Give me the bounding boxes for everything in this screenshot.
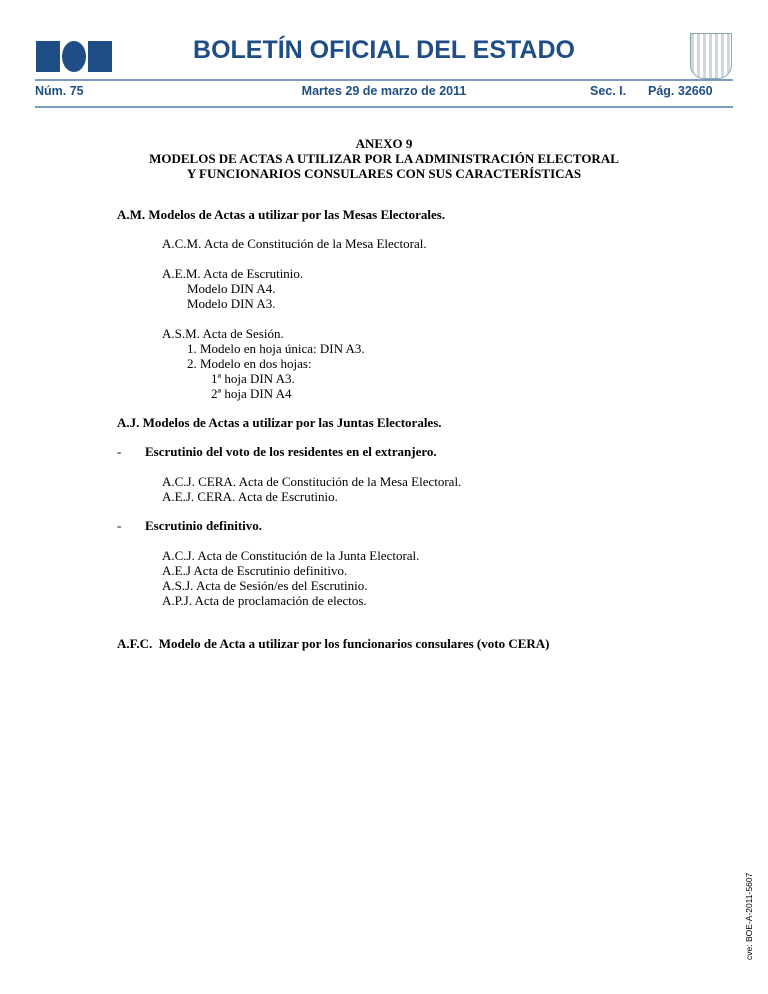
coat-of-arms-icon xyxy=(690,33,732,79)
list-item: A.E.J. CERA. Acta de Escrutinio. xyxy=(162,489,338,504)
divider xyxy=(35,79,733,81)
list-item: 2. Modelo en dos hojas: xyxy=(187,356,312,371)
issue-number: Núm. 75 xyxy=(35,84,84,98)
section-heading: A.F.C. Modelo de Acta a utilizar por los funcionarios consulares (voto CERA) xyxy=(117,636,550,651)
divider xyxy=(35,106,733,108)
list-item: A.C.J. Acta de Constitución de la Junta Electoral. xyxy=(162,548,420,563)
bullet: - xyxy=(117,518,122,533)
list-item: 1. Modelo en hoja única: DIN A3. xyxy=(187,341,365,356)
annex-title: ANEXO 9 xyxy=(355,136,413,151)
subsection-heading: Escrutinio definitivo. xyxy=(145,518,263,533)
list-item: A.C.J. CERA. Acta de Constitución de la Mesa Electoral. xyxy=(162,474,462,489)
list-item: A.S.M. Acta de Sesión. xyxy=(162,326,284,341)
page-number: Pág. 32660 xyxy=(648,84,713,98)
list-item: A.S.J. Acta de Sesión/es del Escrutinio. xyxy=(162,578,368,593)
section: Sec. I. xyxy=(590,84,627,98)
list-item: A.P.J. Acta de proclamación de electos. xyxy=(162,593,367,608)
section-heading: A.M. Modelos de Actas a utilizar por las Mesas Electorales. xyxy=(117,207,446,222)
list-item: A.C.M. Acta de Constitución de la Mesa Electoral. xyxy=(162,236,427,251)
cve-identifier: cve: BOE-A-2011-5607 xyxy=(744,872,754,960)
list-item: Modelo DIN A4. xyxy=(187,281,276,296)
list-item: Modelo DIN A3. xyxy=(187,296,276,311)
list-item: 2ª hoja DIN A4 xyxy=(211,386,292,401)
section-heading: A.J. Modelos de Actas a utilizar por las Juntas Electorales. xyxy=(117,415,442,430)
subsection-heading: Escrutinio del voto de los residentes en el extranjero. xyxy=(145,444,437,459)
annex-title: Y FUNCIONARIOS CONSULARES CON SUS CARACTERÍSTICAS xyxy=(186,166,582,181)
page-title: BOLETÍN OFICIAL DEL ESTADO xyxy=(193,36,575,64)
bullet: - xyxy=(117,444,122,459)
annex-title: MODELOS DE ACTAS A UTILIZAR POR LA ADMINISTRACIÓN ELECTORAL xyxy=(149,151,619,166)
list-item: A.E.M. Acta de Escrutinio. xyxy=(162,266,304,281)
list-item: A.E.J Acta de Escrutinio definitivo. xyxy=(162,563,348,578)
list-item: 1ª hoja DIN A3. xyxy=(211,371,295,386)
issue-date: Martes 29 de marzo de 2011 xyxy=(301,84,467,98)
